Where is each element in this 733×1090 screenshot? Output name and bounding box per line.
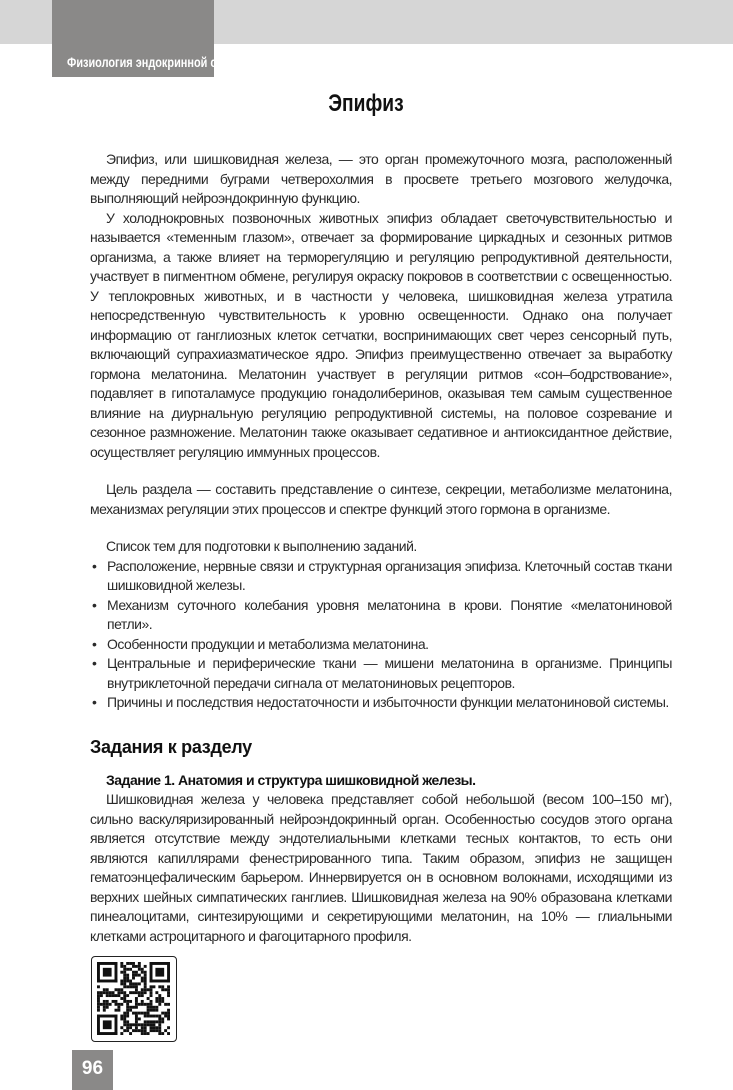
qr-module — [161, 997, 164, 1000]
qr-module — [103, 1020, 112, 1029]
qr-module — [164, 1029, 167, 1032]
qr-module — [141, 968, 144, 971]
qr-module — [144, 971, 147, 974]
qr-module — [135, 974, 138, 977]
qr-code-icon[interactable] — [91, 956, 177, 1042]
qr-module — [147, 1015, 150, 1018]
qr-module — [132, 971, 135, 974]
qr-module — [132, 982, 135, 985]
qr-module — [103, 968, 112, 977]
qr-module — [167, 1012, 170, 1015]
qr-module — [150, 1009, 153, 1012]
qr-module — [129, 1032, 132, 1035]
qr-module — [164, 1003, 167, 1006]
qr-module — [97, 994, 100, 997]
qr-module — [144, 988, 147, 991]
qr-module — [117, 1006, 120, 1009]
qr-module — [129, 1000, 132, 1003]
qr-module — [117, 1009, 120, 1012]
qr-module — [150, 980, 170, 983]
qr-module — [158, 1000, 161, 1003]
qr-module — [167, 1015, 170, 1018]
qr-module — [150, 1026, 153, 1029]
qr-module — [138, 962, 141, 965]
qr-module — [135, 1006, 138, 1009]
chapter-title: Физиология эндокринной системы — [67, 54, 258, 70]
qr-module — [158, 1017, 161, 1020]
qr-module — [144, 1029, 147, 1032]
list-item: • Центральные и периферические ткани — мишени мелатонина в организме. Принципы внутриклеточной передачи сигнала от мелатониновых рецепторов. — [90, 654, 672, 693]
qr-module — [97, 1003, 100, 1006]
qr-module — [97, 1009, 100, 1012]
qr-module — [135, 1000, 138, 1003]
qr-module — [120, 1017, 123, 1020]
qr-module — [106, 991, 109, 994]
qr-module — [123, 982, 126, 985]
qr-module — [132, 1023, 135, 1026]
qr-module — [155, 1006, 158, 1009]
qr-module — [141, 1003, 144, 1006]
qr-module — [150, 1015, 153, 1018]
section-heading: Задания к разделу — [90, 736, 252, 757]
qr-module — [129, 991, 132, 994]
qr-module — [123, 977, 126, 980]
qr-module — [123, 1012, 126, 1015]
qr-module — [106, 1000, 109, 1003]
qr-module — [135, 971, 138, 974]
qr-module — [97, 980, 117, 983]
qr-module — [103, 1000, 106, 1003]
qr-module — [126, 1003, 129, 1006]
qr-module — [100, 991, 103, 994]
qr-module — [126, 985, 129, 988]
qr-module — [167, 962, 170, 982]
qr-module — [135, 1029, 138, 1032]
task-heading: Задание 1. Анатомия и структура шишковидной железы. — [106, 771, 476, 788]
qr-module — [144, 982, 147, 985]
qr-module — [135, 1026, 138, 1029]
qr-module — [103, 988, 106, 991]
qr-module — [126, 1020, 129, 1023]
qr-module — [141, 1026, 144, 1029]
qr-module — [144, 1020, 147, 1023]
qr-module — [164, 1015, 167, 1018]
qr-module — [144, 1032, 147, 1035]
qr-module — [167, 1009, 170, 1012]
qr-module — [150, 994, 153, 997]
qr-module — [161, 1032, 164, 1035]
qr-module — [138, 994, 141, 997]
qr-module — [152, 1020, 155, 1023]
paragraph: Цель раздела — составить представление о синтезе, секреции, метаболизме мелатонина, механизмах регуляции этих процессов и спектре функций этого гормона в организме. — [90, 481, 672, 517]
qr-module — [123, 1000, 126, 1003]
qr-module — [120, 962, 123, 965]
qr-module — [155, 991, 158, 994]
qr-module — [97, 1000, 100, 1003]
qr-module — [167, 991, 170, 994]
qr-module — [123, 971, 126, 974]
qr-module — [129, 982, 132, 985]
qr-module — [115, 1009, 118, 1012]
qr-module — [135, 1017, 138, 1020]
qr-module — [106, 994, 109, 997]
qr-module — [152, 1015, 155, 1018]
qr-module — [129, 1009, 132, 1012]
qr-module — [138, 974, 141, 977]
qr-module — [147, 997, 150, 1000]
qr-module — [155, 997, 158, 1000]
qr-module — [120, 965, 123, 968]
qr-module — [167, 988, 170, 991]
qr-module — [152, 985, 155, 988]
qr-module — [158, 1029, 161, 1032]
qr-module — [132, 1006, 135, 1009]
qr-module — [161, 1000, 164, 1003]
qr-module — [144, 977, 147, 980]
qr-module — [144, 980, 147, 983]
qr-module — [147, 1020, 150, 1023]
qr-module — [155, 1026, 158, 1029]
qr-module — [117, 1003, 120, 1006]
qr-module — [147, 988, 150, 991]
qr-module — [150, 1023, 153, 1026]
qr-module — [150, 962, 153, 982]
qr-module — [97, 1006, 100, 1009]
qr-module — [150, 1000, 153, 1003]
qr-module — [103, 1006, 106, 1009]
qr-module — [120, 991, 123, 994]
qr-module — [126, 968, 129, 971]
qr-module — [155, 1029, 158, 1032]
qr-module — [158, 1026, 161, 1029]
qr-module — [129, 1023, 132, 1026]
qr-module — [135, 985, 138, 988]
qr-module — [138, 991, 141, 994]
qr-module — [120, 1015, 123, 1018]
page-number: 96 — [81, 1058, 104, 1079]
qr-module — [112, 994, 115, 997]
qr-module — [132, 985, 135, 988]
qr-module — [138, 1023, 141, 1026]
qr-module — [123, 974, 126, 977]
qr-module — [150, 988, 153, 991]
qr-module — [117, 994, 120, 997]
qr-module — [141, 1000, 144, 1003]
paragraph: Шишковидная железа у человека представляет собой небольшой (весом 100–150 мг), сильно васкуляризированный нейроэндокринный орган. Особенностью сосудов этого органа является отсутствие между эндотелиальными клетками тесных контактов, то есть они являются капиллярами фенестрированного типа. Таким образом, эпифиз не защищен гематоэнцефалическим барьером. Иннервируется он в основном волокнами, исходящими из верхних шейных симпатических ганглиев. Шишковидная железа на 90% образована клетками пинеалоцитами, синтезирующими и секретирующими мелатонин, на 10% — глиальными клетками астроцитарного и фагоцитарного профиля. — [90, 791, 672, 944]
task1-text — [90, 790, 672, 946]
qr-module — [126, 980, 129, 983]
qr-module — [126, 1006, 129, 1009]
qr-module — [106, 1006, 109, 1009]
qr-module — [97, 962, 100, 982]
paragraph: Эпифиз, или шишковидная железа, — это орган промежуточного мозга, расположенный между передними буграми четверохолмия в просвете третьего мозгового желудочка, выполняющий нейроэндокринную функцию. — [90, 151, 672, 206]
qr-module — [126, 1012, 129, 1015]
qr-module — [138, 1003, 141, 1006]
qr-module — [155, 1015, 158, 1018]
qr-module — [135, 991, 138, 994]
qr-module — [150, 1020, 153, 1023]
qr-module — [138, 1029, 141, 1032]
qr-module — [158, 1020, 161, 1023]
qr-module — [144, 1023, 147, 1026]
qr-module — [123, 997, 126, 1000]
qr-module — [167, 1032, 170, 1035]
qr-module — [167, 994, 170, 997]
qr-module — [155, 968, 164, 977]
qr-module — [129, 980, 132, 983]
page-number-box — [72, 1050, 113, 1090]
list-item: • Механизм суточного колебания уровня мелатонина в крови. Понятие «мелатониновой петли». — [90, 596, 672, 635]
qr-module — [126, 974, 129, 977]
qr-module — [167, 985, 170, 988]
qr-module — [129, 962, 132, 965]
qr-module — [141, 980, 144, 983]
qr-module — [144, 991, 147, 994]
qr-module — [132, 962, 135, 965]
qr-module — [120, 971, 123, 974]
qr-module — [132, 1012, 135, 1015]
qr-module — [167, 1017, 170, 1020]
qr-module — [167, 1026, 170, 1029]
qr-module — [115, 1000, 118, 1003]
qr-module — [120, 1003, 123, 1006]
qr-module — [115, 988, 118, 991]
qr-module — [132, 965, 135, 968]
qr-module — [138, 1017, 141, 1020]
qr-module — [120, 1032, 123, 1035]
qr-module — [167, 1003, 170, 1006]
intro-text — [90, 150, 672, 462]
qr-module — [126, 1015, 129, 1018]
qr-module — [120, 982, 123, 985]
qr-module — [103, 991, 106, 994]
qr-module — [144, 974, 147, 977]
qr-module — [100, 1003, 103, 1006]
qr-module — [144, 1012, 147, 1015]
qr-module — [144, 965, 147, 968]
qr-module — [147, 1032, 150, 1035]
qr-module — [129, 985, 132, 988]
qr-module — [115, 1015, 118, 1035]
qr-module — [106, 1003, 109, 1006]
qr-module — [152, 1023, 155, 1026]
qr-module — [135, 1003, 138, 1006]
qr-module — [97, 1015, 100, 1035]
qr-module — [152, 1029, 155, 1032]
qr-module — [106, 988, 109, 991]
qr-module — [152, 1009, 155, 1012]
qr-module — [123, 994, 126, 997]
qr-module — [115, 1003, 118, 1006]
qr-module — [150, 962, 170, 965]
list-item: • Особенности продукции и метаболизма мелатонина. — [90, 635, 672, 655]
qr-module — [103, 1009, 106, 1012]
qr-module — [123, 968, 126, 971]
page-title: Эпифиз — [328, 90, 405, 117]
topics-list — [90, 537, 672, 713]
qr-module — [135, 1020, 138, 1023]
qr-module — [141, 991, 144, 994]
qr-module — [161, 1012, 164, 1015]
list-item: • Причины и последствия недостаточности и избыточности функции мелатониновой системы. — [90, 693, 672, 713]
qr-module — [120, 997, 123, 1000]
qr-module — [135, 997, 138, 1000]
qr-module — [147, 1023, 150, 1026]
qr-module — [97, 991, 100, 994]
qr-module — [109, 991, 112, 994]
qr-module — [123, 985, 126, 988]
qr-module — [141, 1029, 144, 1032]
qr-module — [161, 985, 164, 988]
qr-module — [135, 1012, 138, 1015]
qr-module — [120, 980, 123, 983]
qr-module — [135, 982, 138, 985]
qr-module — [158, 1023, 161, 1026]
qr-module — [135, 1015, 138, 1018]
qr-module — [138, 968, 141, 971]
qr-module — [158, 994, 161, 997]
qr-module — [115, 994, 118, 997]
qr-module — [141, 988, 144, 991]
qr-module — [97, 1032, 117, 1035]
qr-module — [120, 988, 123, 991]
qr-module — [126, 962, 129, 965]
qr-module — [138, 965, 141, 968]
qr-module — [155, 1020, 158, 1023]
qr-module — [120, 1026, 123, 1029]
qr-module — [155, 1000, 158, 1003]
qr-module — [132, 991, 135, 994]
qr-module — [138, 1012, 141, 1015]
qr-module — [126, 1009, 129, 1012]
qr-module — [158, 1015, 161, 1018]
qr-module — [141, 971, 144, 974]
qr-module — [126, 994, 129, 997]
qr-module — [141, 1012, 144, 1015]
qr-module — [144, 1003, 147, 1006]
qr-module — [129, 1026, 132, 1029]
qr-module — [141, 994, 144, 997]
qr-module — [123, 1017, 126, 1020]
qr-module — [138, 982, 141, 985]
qr-module — [144, 985, 147, 988]
qr-module — [129, 1006, 132, 1009]
qr-module — [147, 1009, 150, 1012]
qr-module — [123, 965, 126, 968]
qr-module — [123, 991, 126, 994]
qr-module — [112, 991, 115, 994]
qr-module — [152, 1006, 155, 1009]
qr-module — [100, 994, 103, 997]
qr-module — [150, 1029, 153, 1032]
goal-text — [90, 480, 672, 519]
qr-module — [126, 1026, 129, 1029]
qr-module — [103, 1003, 106, 1006]
qr-module — [117, 988, 120, 991]
qr-module — [150, 1003, 153, 1006]
qr-module — [132, 974, 135, 977]
qr-module — [97, 985, 100, 988]
qr-module — [109, 994, 112, 997]
qr-module — [123, 980, 126, 983]
qr-module — [152, 1026, 155, 1029]
qr-module — [126, 1000, 129, 1003]
qr-module — [147, 1003, 150, 1006]
qr-module — [158, 985, 161, 988]
qr-module — [123, 1020, 126, 1023]
qr-module — [144, 1015, 147, 1018]
page-body — [81, 0, 672, 1090]
qr-module — [141, 977, 144, 980]
qr-module — [164, 988, 167, 991]
qr-module — [123, 1029, 126, 1032]
qr-module — [158, 997, 161, 1000]
qr-module — [97, 997, 100, 1000]
qr-module — [97, 962, 117, 965]
qr-module — [117, 991, 120, 994]
qr-module — [158, 1003, 161, 1006]
qr-module — [158, 1032, 161, 1035]
paragraph: У холоднокровных позвоночных животных эпифиз обладает светочувствительностью и называется «теменным глазом», отвечает за формирование циркадных и сезонных ритмов организма, а также влияет на терморегуляцию и регуляцию репродуктивной деятельности, участвует в пигментном обмене, регулируя окраску покровов в соответствии с освещенностью. У теплокровных животных, и в частности у человека, шишковидная железа утратила непосредственную чувствительность к уровню освещенности. Однако она получает информацию от ганглиозных клеток сетчатки, воспринимающих свет через сенсорный путь, включающий супрахиазматическое ядро. Эпифиз преимущественно отвечает за выработку гормона мелатонина. Мелатонин участвует в регуляции ритмов «сон–бодрствование», подавляет в гипоталамусе продукцию гонадолиберинов, оказывая тем самым существенное влияние на диурнальную регуляцию репродуктивной системы, на половое созревание и сезонное размножение. Мелатонин также оказывает седативное и антиоксидантное действие, осуществляет регуляцию иммунных процессов. — [90, 209, 672, 460]
qr-module — [132, 977, 135, 980]
qr-module — [126, 977, 129, 980]
qr-module — [161, 988, 164, 991]
qr-module — [144, 1026, 147, 1029]
qr-module — [129, 968, 132, 971]
qr-module — [112, 1000, 115, 1003]
list-item: • Расположение, нервные связи и структурная организация эпифиза. Клеточный состав ткани шишковидной железы. — [90, 557, 672, 596]
qr-module — [150, 985, 153, 988]
qr-module — [155, 1009, 158, 1012]
topics-intro: Список тем для подготовки к выполнению заданий. — [106, 538, 417, 554]
qr-module — [141, 1032, 144, 1035]
qr-module — [135, 988, 138, 991]
qr-module — [135, 965, 138, 968]
qr-module — [150, 991, 153, 994]
qr-module — [97, 1015, 117, 1018]
qr-module — [161, 1020, 164, 1023]
qr-module — [135, 1023, 138, 1026]
qr-module — [150, 1006, 153, 1009]
qr-module — [147, 1012, 150, 1015]
qr-module — [126, 1029, 129, 1032]
qr-module — [164, 1012, 167, 1015]
qr-module — [123, 1015, 126, 1018]
qr-module — [161, 1017, 164, 1020]
qr-module — [147, 1006, 150, 1009]
qr-module — [109, 1003, 112, 1006]
qr-module — [123, 1023, 126, 1026]
qr-module — [141, 1023, 144, 1026]
qr-module — [115, 962, 118, 982]
qr-module — [132, 1029, 135, 1032]
qr-module — [126, 1023, 129, 1026]
